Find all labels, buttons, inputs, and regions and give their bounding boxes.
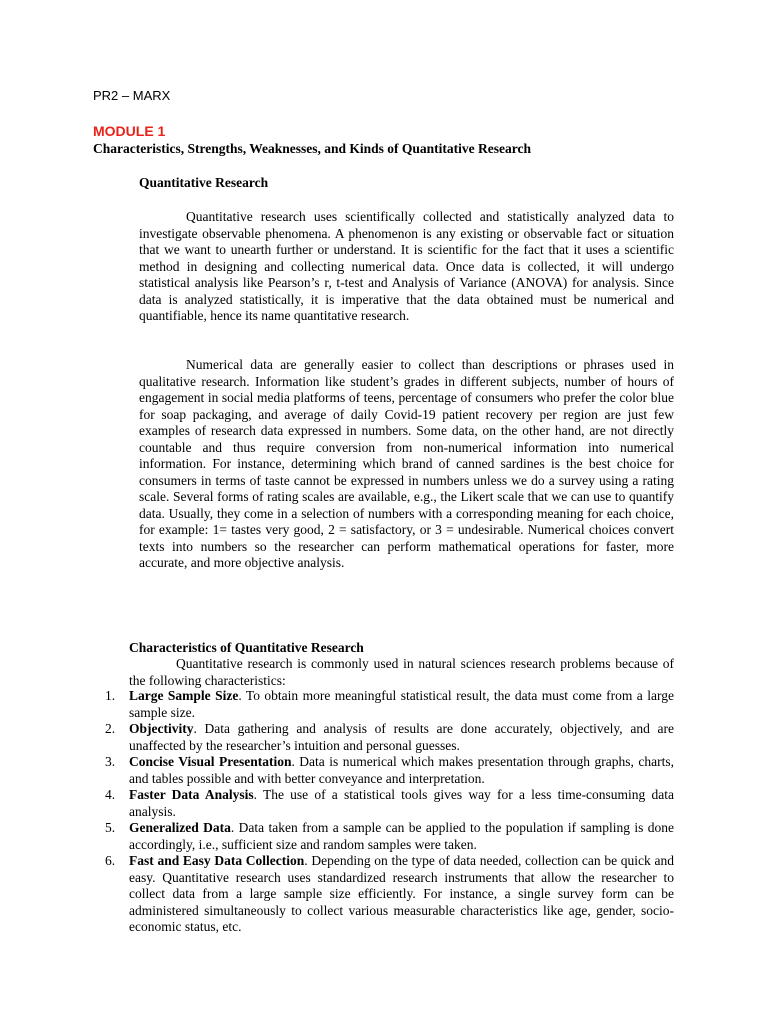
list-item bbox=[105, 853, 674, 936]
list-number: 1. bbox=[105, 688, 116, 703]
list-desc: . Data taken from a sample can be applied to the population if sampling is done accordingly, i.e., sufficient size and random samples were taken. bbox=[129, 820, 674, 852]
list-desc: . Data is numerical which makes presentation through graphs, charts, and tables possible and with better conveyance and interpretation. bbox=[129, 754, 674, 786]
list-term: Generalized Data bbox=[129, 820, 231, 835]
list-item bbox=[105, 721, 674, 754]
document-header: PR2 – MARX bbox=[93, 88, 171, 103]
list-desc: . Data gathering and analysis of results are done accurately, objectively, and are unaffected by the researcher’s intuition and personal guesses. bbox=[129, 721, 674, 753]
list-number: 6. bbox=[105, 853, 116, 868]
list-item bbox=[105, 688, 674, 721]
paragraph: Quantitative research uses scientifically collected and statistically analyzed data to investigate observable phenomena. A phenomenon is any existing or observable fact or situation that we want to unearth further or understand. It is scientific for the fact that it uses a scientific method in designing and collecting numerical data. Once data is collected, it will undergo statistical analysis like Pearson’s r, t-test and Analysis of Variance (ANOVA) for analysis. Since data is analyzed statistically, it is imperative that the data obtained must be numerical and quantifiable, hence its name quantitative research. bbox=[139, 209, 674, 323]
list-number: 5. bbox=[105, 820, 116, 835]
list-desc: . The use of a statistical tools gives way for a less time-consuming data analysis. bbox=[129, 787, 674, 819]
list-item bbox=[105, 820, 674, 853]
module-label: MODULE 1 bbox=[93, 123, 166, 139]
list-term: Faster Data Analysis bbox=[129, 787, 254, 802]
list-desc: . Depending on the type of data needed, collection can be quick and easy. Quantitative research uses standardized research instruments that allow the researcher to collect data from a large sample size efficiently. For instance, a single survey form can be administered simultaneously to collect various measurable characteristics like age, gender, socio-economic status, etc. bbox=[129, 853, 674, 934]
characteristics-intro: Quantitative research is commonly used in natural sciences research problems because of the following characteristics: bbox=[129, 656, 674, 688]
list-term: Large Sample Size bbox=[129, 688, 239, 703]
list-item bbox=[105, 754, 674, 787]
list-item bbox=[105, 787, 674, 820]
characteristics-title: Characteristics of Quantitative Research bbox=[129, 640, 364, 655]
list-term: Fast and Easy Data Collection bbox=[129, 853, 305, 868]
list-desc: . To obtain more meaningful statistical result, the data must come from a large sample size. bbox=[129, 688, 674, 720]
list-term: Concise Visual Presentation bbox=[129, 754, 292, 769]
list-number: 4. bbox=[105, 787, 116, 802]
list-number: 2. bbox=[105, 721, 116, 736]
list-term: Objectivity bbox=[129, 721, 194, 736]
paragraph: Numerical data are generally easier to collect than descriptions or phrases used in qualitative research. Information like student’s grades in different subjects, number of hours of engagement in social media platforms of teens, percentage of consumers who prefer the color blue for soap packaging, and average of daily Covid-19 patient recovery per region are just few examples of research data expressed in numbers. Some data, on the other hand, are not directly countable and thus require conversion from non-numerical information into numerical information. For instance, determining which brand of canned sardines is the best choice for consumers in terms of taste cannot be expressed in numbers unless we do a survey using a rating scale. Several forms of rating scales are available, e.g., the Likert scale that we can use to quantify data. Usually, they come in a selection of numbers with a corresponding meaning for each choice, for example: 1= tastes very good, 2 = satisfactory, or 3 = undesirable. Numerical choices convert texts into numbers so the researcher can perform mathematical operations for faster, more accurate, and more objective analysis. bbox=[139, 357, 674, 570]
section-title: Quantitative Research bbox=[139, 175, 269, 190]
characteristics-list bbox=[105, 688, 674, 936]
list-number: 3. bbox=[105, 754, 116, 769]
document-title: Characteristics, Strengths, Weaknesses, and Kinds of Quantitative Research bbox=[93, 141, 532, 156]
